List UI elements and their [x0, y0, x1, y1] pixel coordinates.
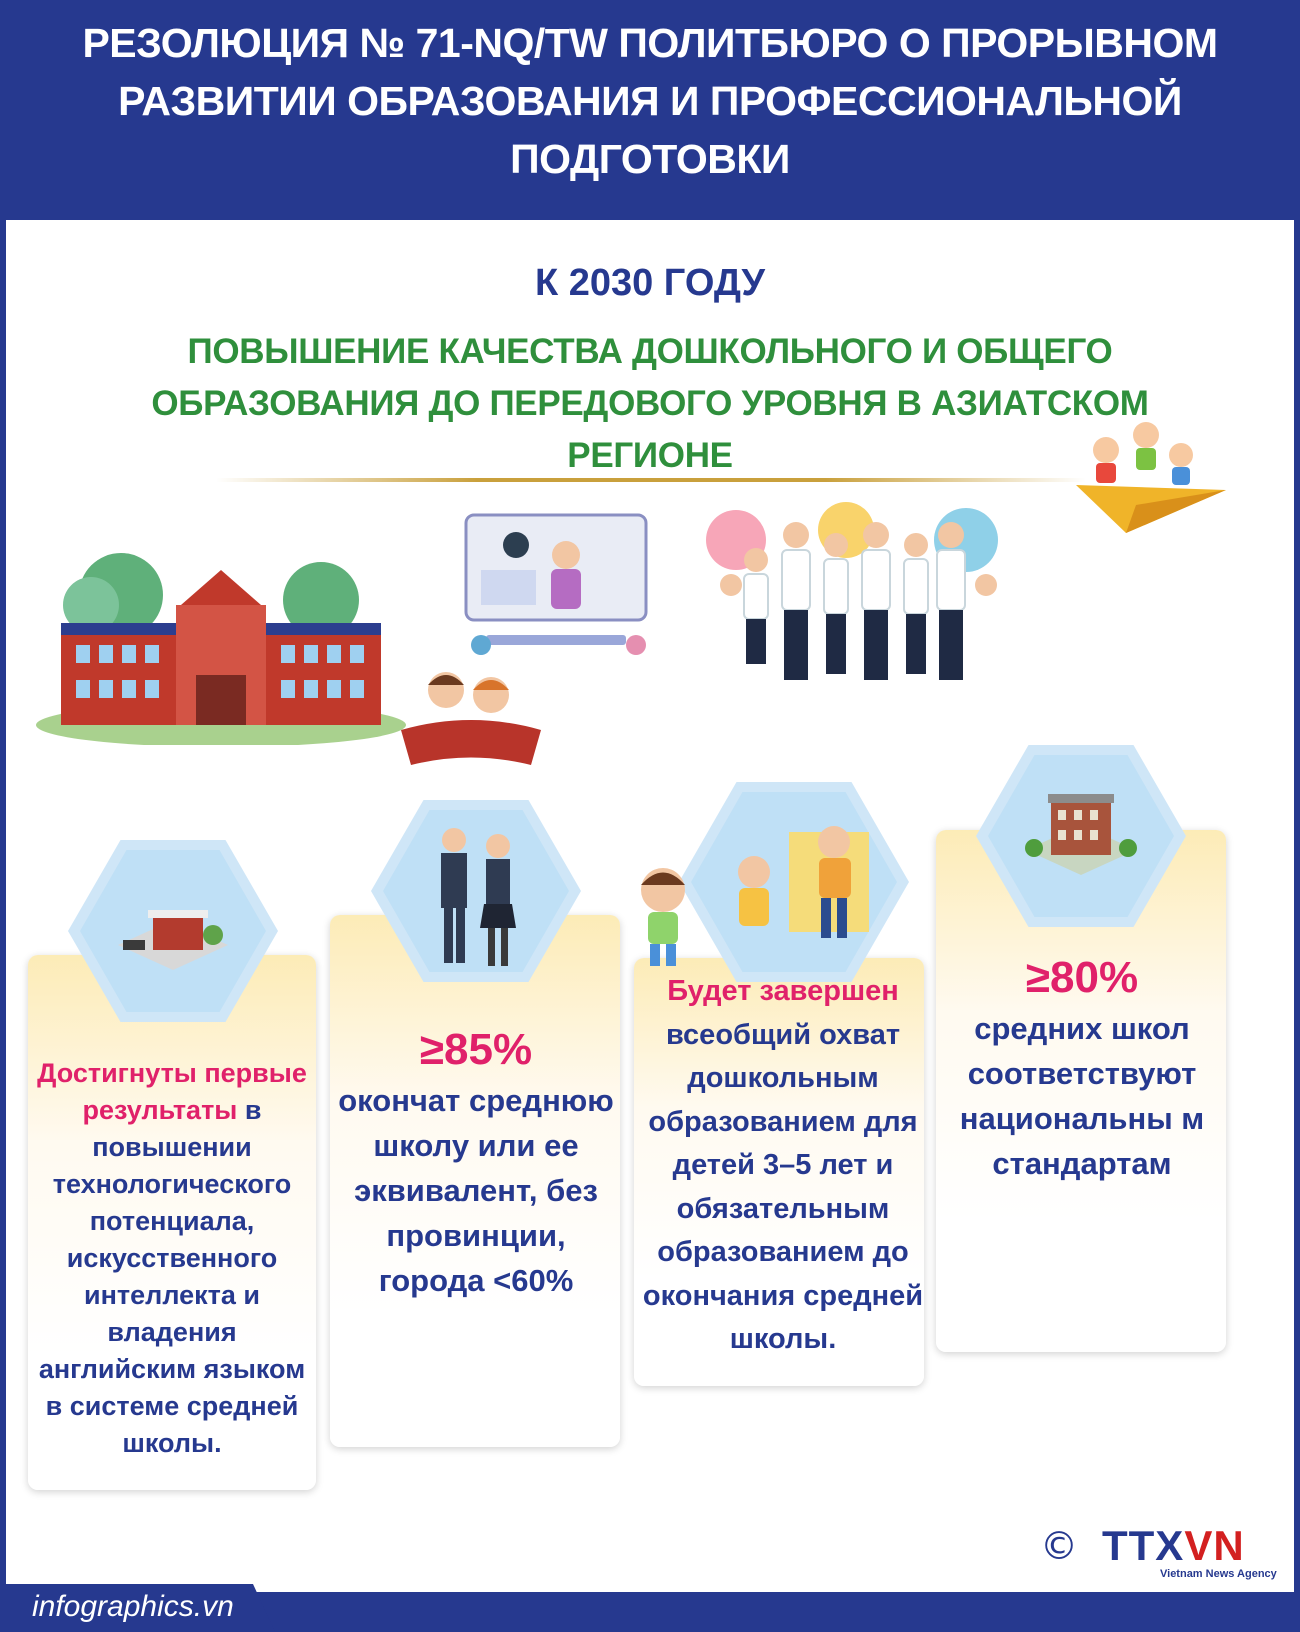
copyright-icon: ©	[1040, 1524, 1078, 1568]
card-3-highlight: Будет завершен	[667, 975, 899, 1007]
students-illustration	[696, 490, 1016, 700]
waving-child-illustration	[618, 860, 708, 970]
card-2-body: окончат среднюю школу или ее эквивалент, без провинции, города <60%	[338, 1083, 614, 1298]
children-icon	[679, 782, 909, 982]
card-1-highlight: Достигнуты первые результаты	[37, 1058, 307, 1125]
card-2-stat: ≥85%	[419, 1025, 533, 1074]
logo-main: TTX	[1102, 1522, 1185, 1569]
card-4-text	[940, 950, 1224, 1186]
card-3-body: всеобщий охват дошкольным образованием для детей 3–5 лет и обязательным образованием до окончания средней школы.	[642, 1018, 924, 1355]
card-1-body: в повышении технологического потенциала, искусственного интеллекта и владения английским языком в системе средней школы.	[38, 1095, 306, 1458]
online-learning-illustration	[446, 505, 666, 675]
card-4-stat: ≥80%	[1025, 953, 1139, 1002]
card-4-body: средних школ соответствуют национальны м стандартам	[959, 1011, 1205, 1181]
divider	[216, 478, 1086, 482]
card-3-text	[640, 970, 926, 1362]
agency-name: Vietnam News Agency	[1160, 1568, 1277, 1580]
card-1-text	[30, 1055, 314, 1462]
page-title: РЕЗОЛЮЦИЯ № 71-NQ/TW ПОЛИТБЮРО О ПРОРЫВНОМ РАЗВИТИИ ОБРАЗОВАНИЯ И ПРОФЕССИОНАЛЬНОЙ ПОДГОТОВКИ	[82, 20, 1218, 182]
logo-accent: VN	[1184, 1522, 1245, 1569]
header-banner	[0, 0, 1300, 220]
site-link[interactable]: infographics.vn	[32, 1590, 234, 1623]
main-goal: ПОВЫШЕНИЕ КАЧЕСТВА ДОШКОЛЬНОГО И ОБЩЕГО ОБРАЗОВАНИЯ ДО ПЕРЕДОВОГО УРОВНЯ В АЗИАТСКОМ РЕГИОНЕ	[151, 332, 1149, 475]
school-illustration	[31, 545, 411, 745]
target-year: К 2030 ГОДУ	[534, 262, 766, 304]
paper-plane-kids-illustration	[1066, 415, 1236, 545]
agency-logo-text	[1102, 1522, 1245, 1570]
content-panel	[6, 220, 1294, 1592]
card-2-text	[334, 1022, 618, 1303]
reading-kids-illustration	[391, 660, 551, 770]
agency-logo	[1040, 1522, 1290, 1582]
